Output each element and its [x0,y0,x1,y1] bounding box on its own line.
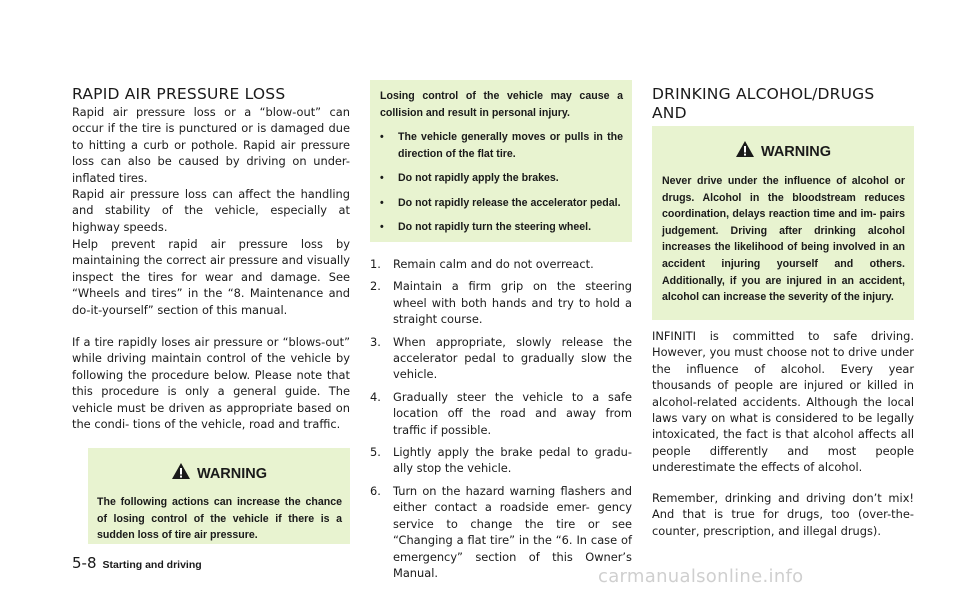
warning-label: WARNING [760,144,832,160]
warning-triangle-icon [171,462,191,480]
bullet-dot: • [380,172,384,185]
warning-bullet-list [380,129,623,244]
list-item [370,483,632,581]
paragraph: Rapid air pressure loss can affect the handling and stability of the vehicle, especially at highway speeds. [72,187,350,234]
warning-text: Never drive under the influence of alcohol or drugs. Alcohol in the bloodstream reduces coordination, delays reaction time and im- pairs judgement. Driving after drinking alcohol increases the likelihood of being involved in an accident injuring yourself and others. Additionally, if you are injured in an accident, alcohol can increase the severity of the injury. [662,175,905,304]
bullet-text: Do not rapidly apply the brakes. [398,172,559,185]
step-number: 3. [370,334,381,349]
step-number: 4. [370,389,381,404]
watermark: carmanualsonline.info [598,566,804,587]
warning-box-continued [370,80,632,242]
list-item [380,195,623,212]
bullet-dot: • [380,196,384,209]
list-item [370,334,632,383]
step-text: Remain calm and do not overreact. [393,257,594,271]
procedure-steps [370,256,632,587]
paragraph: INFINITI is committed to safe driving. However, you must choose not to drive under the influence of alcohol. Every year thousands of people are injured or killed in alcohol-related accidents. Although the local laws vary on what is considered to be legally intoxicated, the fact is that alcohol affects all people differently and most people underestimate the effects of alcohol. [652,329,914,475]
list-item [370,444,632,477]
page-footer [72,553,202,572]
paragraph: Help prevent rapid air pressure loss by maintaining the correct air pressure and visually inspect the tires for wear and damage. See “Wheels and tires” in the “8. Maintenance and do-it-yourself” section of this manual. [72,237,350,317]
warning-label: WARNING [196,466,268,482]
bullet-text: The vehicle generally moves or pulls in the direction of the flat tire. [398,131,623,160]
paragraph: If a tire rapidly loses air pressure or “blows-out” while driving maintain control of the vehicle by following the procedure below. Please note that this procedure is only a general guide. The vehicle must be driven as appropriate based on the condi- tions of the vehicle, road and traffic. [72,335,350,432]
step-text: Turn on the hazard warning flashers and either contact a roadside emer- gency service to change the tire or see “Changing a flat tire” in the “6. In case of emergency” section of this Owner’s Manual. [393,483,632,580]
section-name: Starting and driving [102,559,202,571]
step-text: When appropriate, slowly release the accelerator pedal to gradually slow the vehicle. [393,334,632,382]
list-item [380,219,623,236]
warning-header [88,462,350,483]
paragraph: Remember, drinking and driving don’t mix! And that is true for drugs, too (over-the- counter, prescription, and illegal drugs). [652,491,914,538]
warning-text: The following actions can increase the chance of losing control of the vehicle if there is a sudden loss of tire air pressure. [97,496,342,542]
list-item [370,256,632,272]
step-text: Maintain a firm grip on the steering wheel with both hands and try to hold a straight course. [393,279,632,327]
step-number: 5. [370,445,381,460]
list-item [380,129,623,162]
heading-line: DRINKING ALCOHOL/DRUGS AND [652,85,875,122]
bullet-dot: • [380,221,384,234]
page-number: 5-8 [72,554,97,572]
section-heading-rapid-air-pressure-loss: RAPID AIR PRESSURE LOSS [72,85,286,103]
bullet-dot: • [380,131,384,143]
warning-text-continued: Losing control of the vehicle may cause a collision and result in personal injury. [380,90,623,119]
bullet-text: Do not rapidly release the accelerator pedal. [398,196,621,209]
step-number: 2. [370,279,381,294]
step-text: Gradually steer the vehicle to a safe location off the road and away from traffic if possible. [393,389,632,437]
list-item [370,389,632,438]
step-number: 1. [370,257,381,271]
list-item [380,170,623,187]
warning-header [652,140,914,161]
warning-box-tire [88,448,350,544]
bullet-text: Do not rapidly turn the steering wheel. [398,221,592,234]
step-text: Lightly apply the brake pedal to gradu- ally stop the vehicle. [393,445,632,476]
step-number: 6. [370,483,381,498]
paragraph: Rapid air pressure loss or a “blow-out” can occur if the tire is punctured or is damaged due to hitting a curb or pothole. Rapid air pressure loss can also be caused by driving on under-inflated tires. [72,105,350,185]
warning-box-alcohol [652,126,914,320]
list-item [370,278,632,327]
warning-triangle-icon [735,140,755,158]
